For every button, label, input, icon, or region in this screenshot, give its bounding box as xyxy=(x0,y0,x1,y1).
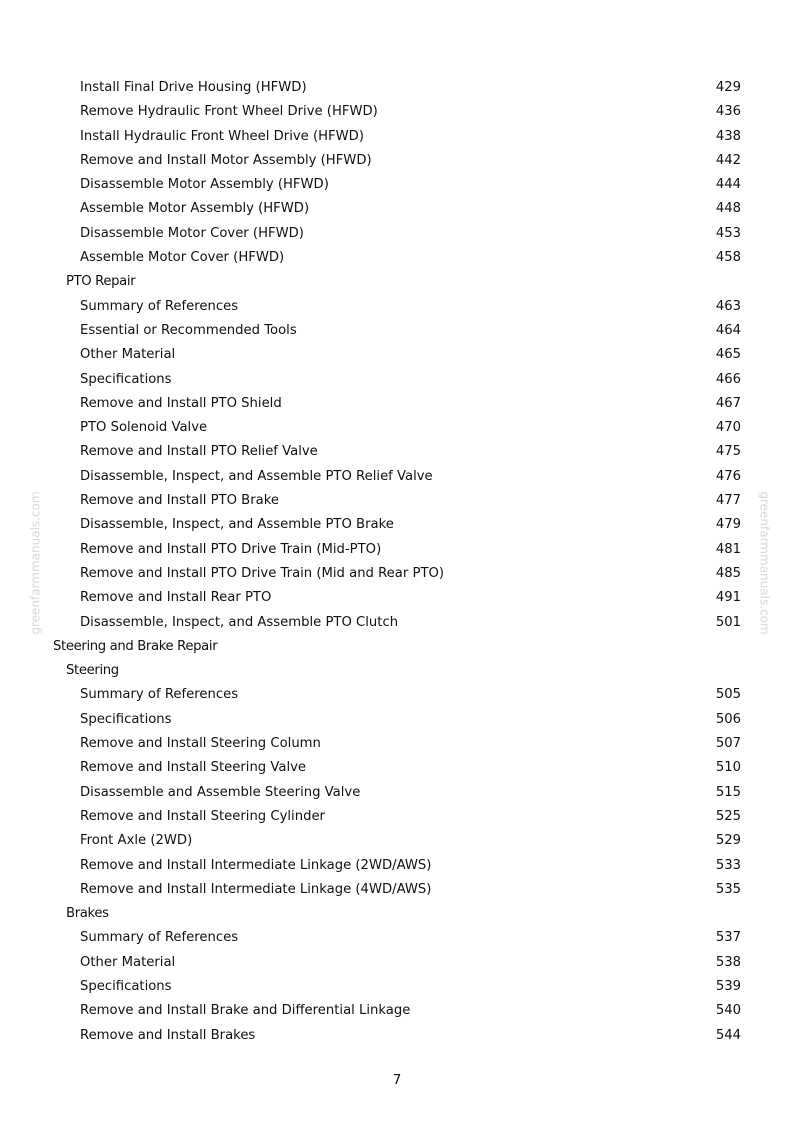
toc-entry-page: 539 xyxy=(715,978,741,994)
toc-entry[interactable] xyxy=(0,1024,794,1048)
toc-entry-title: Other Material xyxy=(80,347,176,363)
toc-entry-title: Summary of References xyxy=(80,298,239,314)
toc-entry-title: Remove and Install Steering Column xyxy=(80,736,321,752)
toc-entry-page: 507 xyxy=(715,736,741,752)
toc-entry-title: Specifications xyxy=(80,371,172,387)
toc-entry[interactable] xyxy=(0,173,794,197)
watermark-left: greenfarmmanuals.com xyxy=(28,491,43,635)
toc-entry[interactable] xyxy=(0,781,794,805)
toc-entry-title: Assemble Motor Cover (HFWD) xyxy=(80,250,285,266)
toc-entry[interactable] xyxy=(0,76,794,100)
toc-subsection-heading[interactable] xyxy=(0,659,794,683)
toc-entry-title: Brakes xyxy=(66,906,109,922)
toc-entry[interactable] xyxy=(0,368,794,392)
toc-subsection-heading[interactable] xyxy=(0,902,794,926)
toc-entry-title: Summary of References xyxy=(80,687,239,703)
toc-entry[interactable] xyxy=(0,586,794,610)
toc-entry-page: 529 xyxy=(715,833,741,849)
toc-entry-title: Essential or Recommended Tools xyxy=(80,322,297,338)
toc-entry-title: Remove and Install Intermediate Linkage (4WD/AWS) xyxy=(80,881,432,897)
toc-entry-page: 466 xyxy=(715,371,741,387)
toc-entry-page: 470 xyxy=(715,420,741,436)
toc-entry-page: 458 xyxy=(715,250,741,266)
toc-entry[interactable] xyxy=(0,562,794,586)
toc-entry-page: 467 xyxy=(715,395,741,411)
toc-entry[interactable] xyxy=(0,975,794,999)
toc-entry[interactable] xyxy=(0,197,794,221)
toc-entry[interactable] xyxy=(0,538,794,562)
toc-entry[interactable] xyxy=(0,489,794,513)
toc-entry-title: PTO Solenoid Valve xyxy=(80,420,208,436)
toc-entry-page: 465 xyxy=(715,347,741,363)
toc-entry-page: 444 xyxy=(715,177,741,193)
toc-entry-title: Remove and Install Motor Assembly (HFWD) xyxy=(80,152,372,168)
toc-entry[interactable] xyxy=(0,295,794,319)
toc-entry-page: 538 xyxy=(715,954,741,970)
toc-entry[interactable] xyxy=(0,708,794,732)
toc-entry[interactable] xyxy=(0,100,794,124)
toc-entry-title: Specifications xyxy=(80,978,172,994)
toc-entry-title: Disassemble, Inspect, and Assemble PTO Clutch xyxy=(80,614,399,630)
toc-entry-title: Remove and Install Brake and Differential Linkage xyxy=(80,1003,411,1019)
toc-entry-page: 485 xyxy=(715,565,741,581)
toc-entry-title: Remove and Install Brakes xyxy=(80,1027,256,1043)
toc-entry-page: 475 xyxy=(715,444,741,460)
toc-entry[interactable] xyxy=(0,416,794,440)
toc-entry-page: 476 xyxy=(715,468,741,484)
toc-entry-page: 544 xyxy=(715,1027,741,1043)
toc-entry-title: Disassemble Motor Assembly (HFWD) xyxy=(80,177,329,193)
toc-entry-title: Install Hydraulic Front Wheel Drive (HFWD) xyxy=(80,128,364,144)
toc-entry-page: 533 xyxy=(715,857,741,873)
toc-entry-page: 429 xyxy=(715,80,741,95)
toc-entry-title: Remove Hydraulic Front Wheel Drive (HFWD) xyxy=(80,104,378,120)
toc-entry-title: Disassemble and Assemble Steering Valve xyxy=(80,784,361,800)
toc-entry-title: Summary of References xyxy=(80,930,239,946)
toc-entry-title: Disassemble, Inspect, and Assemble PTO Relief Valve xyxy=(80,468,433,484)
toc-entry-page: 479 xyxy=(715,517,741,533)
toc-entry[interactable] xyxy=(0,999,794,1023)
toc-entry-title: Install Final Drive Housing (HFWD) xyxy=(80,80,307,95)
toc-entry-page: 535 xyxy=(715,881,741,897)
toc-entry[interactable] xyxy=(0,756,794,780)
toc-entry-title: Remove and Install Intermediate Linkage (2WD/AWS) xyxy=(80,857,432,873)
toc-entry-title: Assemble Motor Assembly (HFWD) xyxy=(80,201,310,217)
toc-entry[interactable] xyxy=(0,805,794,829)
toc-entry-title: Disassemble, Inspect, and Assemble PTO Brake xyxy=(80,517,394,533)
toc-entry[interactable] xyxy=(0,222,794,246)
toc-entry[interactable] xyxy=(0,440,794,464)
toc-entry[interactable] xyxy=(0,829,794,853)
toc-entry-page: 453 xyxy=(715,225,741,241)
toc-entry-page: 525 xyxy=(715,808,741,824)
toc-entry-title: PTO Repair xyxy=(66,274,136,290)
toc-entry[interactable] xyxy=(0,854,794,878)
toc-entry-page: 442 xyxy=(715,152,741,168)
toc-entry-title: Steering xyxy=(66,663,119,679)
toc-entry-page: 510 xyxy=(715,760,741,776)
toc-section-heading[interactable] xyxy=(0,635,794,659)
toc-entry-page: 491 xyxy=(715,590,741,606)
toc-entry-page: 464 xyxy=(715,322,741,338)
toc-entry[interactable] xyxy=(0,319,794,343)
toc-entry-page: 540 xyxy=(715,1003,741,1019)
toc-entry-title: Specifications xyxy=(80,711,172,727)
toc-entry-title: Front Axle (2WD) xyxy=(80,833,193,849)
toc-entry-page: 501 xyxy=(715,614,741,630)
toc-entry-page: 436 xyxy=(715,104,741,120)
toc-entry[interactable] xyxy=(0,149,794,173)
table-of-contents xyxy=(0,76,794,1048)
toc-entry-title: Disassemble Motor Cover (HFWD) xyxy=(80,225,304,241)
toc-entry-page: 481 xyxy=(715,541,741,557)
toc-entry-title: Remove and Install PTO Brake xyxy=(80,493,280,509)
toc-entry-title: Remove and Install PTO Drive Train (Mid-PTO) xyxy=(80,541,382,557)
toc-entry-page: 448 xyxy=(715,201,741,217)
page-number: 7 xyxy=(392,1072,402,1088)
toc-entry[interactable] xyxy=(0,611,794,635)
toc-entry[interactable] xyxy=(0,465,794,489)
toc-entry[interactable] xyxy=(0,878,794,902)
toc-entry-page: 463 xyxy=(715,298,741,314)
toc-entry-title: Remove and Install Rear PTO xyxy=(80,590,272,606)
toc-entry[interactable] xyxy=(0,732,794,756)
toc-entry-title: Remove and Install PTO Shield xyxy=(80,395,282,411)
toc-entry-page: 506 xyxy=(715,711,741,727)
toc-entry-title: Remove and Install PTO Relief Valve xyxy=(80,444,318,460)
toc-entry-page: 537 xyxy=(715,930,741,946)
toc-entry[interactable] xyxy=(0,392,794,416)
toc-entry[interactable] xyxy=(0,125,794,149)
toc-entry-page: 505 xyxy=(715,687,741,703)
toc-entry[interactable] xyxy=(0,926,794,950)
watermark-right: greenfarmmanuals.com xyxy=(757,491,772,635)
toc-entry[interactable] xyxy=(0,246,794,270)
toc-entry[interactable] xyxy=(0,683,794,707)
toc-entry[interactable] xyxy=(0,513,794,537)
toc-entry[interactable] xyxy=(0,951,794,975)
toc-entry-page: 438 xyxy=(715,128,741,144)
toc-subsection-heading[interactable] xyxy=(0,270,794,294)
toc-entry-page: 515 xyxy=(715,784,741,800)
toc-entry-page: 477 xyxy=(715,493,741,509)
toc-entry-title: Other Material xyxy=(80,954,176,970)
toc-entry-title: Remove and Install Steering Cylinder xyxy=(80,808,325,824)
toc-entry[interactable] xyxy=(0,343,794,367)
toc-entry-title: Remove and Install Steering Valve xyxy=(80,760,307,776)
toc-entry-title: Steering and Brake Repair xyxy=(53,638,218,654)
toc-entry-title: Remove and Install PTO Drive Train (Mid and Rear PTO) xyxy=(80,565,445,581)
